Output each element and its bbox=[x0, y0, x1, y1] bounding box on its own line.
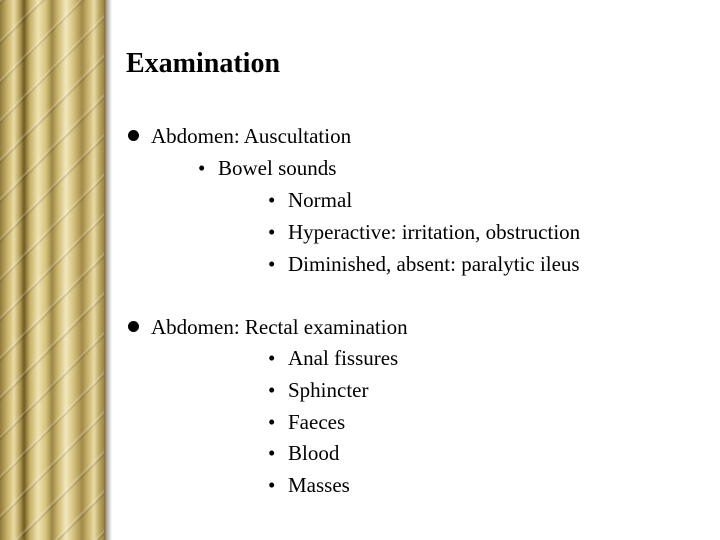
list-item bbox=[268, 348, 398, 369]
bullet-dot-icon: • bbox=[268, 252, 276, 276]
list-item bbox=[268, 380, 368, 401]
list-item bbox=[268, 190, 352, 211]
list-item bbox=[268, 475, 350, 496]
section-heading-text: Abdomen: Rectal examination bbox=[151, 315, 408, 339]
bullet-dot-icon: • bbox=[268, 441, 276, 465]
bullet-dot-icon: • bbox=[268, 188, 276, 212]
bullet-dot-icon: • bbox=[268, 410, 276, 434]
section-heading-text: Abdomen: Auscultation bbox=[151, 124, 352, 148]
pillar-edge bbox=[104, 0, 112, 540]
list-item-text: Hyperactive: irritation, obstruction bbox=[288, 220, 581, 244]
list-item bbox=[268, 254, 580, 275]
list-item bbox=[268, 412, 345, 433]
list-item bbox=[268, 222, 580, 243]
list-item-text: Bowel sounds bbox=[218, 156, 337, 180]
list-item-text: Normal bbox=[288, 188, 353, 212]
bullet-dot-icon: • bbox=[268, 473, 276, 497]
bullet-icon bbox=[128, 321, 139, 332]
bullet-dot-icon: • bbox=[268, 378, 276, 402]
section-heading bbox=[128, 317, 408, 338]
list-item-text: Faeces bbox=[288, 410, 346, 434]
decorative-pillar bbox=[0, 0, 112, 540]
list-item-text: Blood bbox=[288, 441, 340, 465]
bullet-icon bbox=[128, 130, 139, 141]
bullet-dot-icon: • bbox=[198, 156, 206, 180]
section-heading bbox=[128, 126, 351, 147]
list-item bbox=[198, 158, 336, 179]
bullet-dot-icon: • bbox=[268, 220, 276, 244]
bullet-dot-icon: • bbox=[268, 346, 276, 370]
slide-title: Examination bbox=[126, 48, 281, 79]
list-item-text: Sphincter bbox=[288, 378, 369, 402]
list-item-text: Masses bbox=[288, 473, 350, 497]
list-item bbox=[268, 443, 339, 464]
list-item-text: Diminished, absent: paralytic ileus bbox=[288, 252, 580, 276]
list-item-text: Anal fissures bbox=[288, 346, 399, 370]
